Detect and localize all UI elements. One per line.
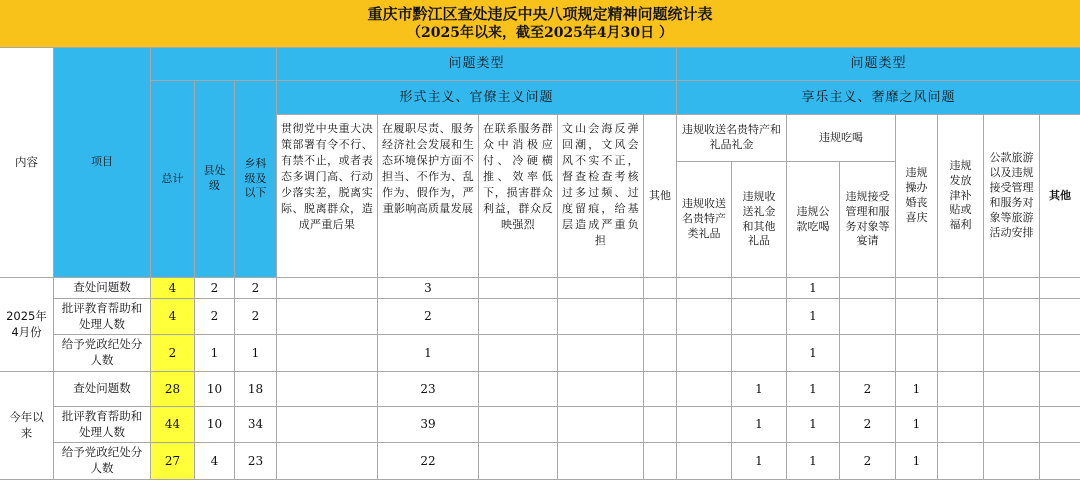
table-cell-f_other [644, 299, 677, 335]
row-item-label: 给予党政纪处分人数 [54, 443, 151, 480]
table-cell-gift1 [677, 443, 732, 480]
table-cell-township: 23 [235, 443, 277, 480]
table-cell-f_other [644, 443, 677, 480]
table-title-band [0, 0, 1080, 48]
table-cell-travel [984, 407, 1040, 443]
table-cell-eat2 [840, 335, 896, 372]
table-cell-eat2: 2 [840, 372, 896, 407]
table-cell-wedding [896, 299, 938, 335]
gift-col-specialty: 违规收送名贵特产类礼品 [677, 162, 732, 278]
table-cell-subsidy [938, 299, 984, 335]
table-cell-wedding [896, 278, 938, 299]
table-cell-township: 34 [235, 407, 277, 443]
table-cell-f2: 23 [378, 372, 479, 407]
table-cell-f1 [277, 443, 378, 480]
table-cell-eat2 [840, 278, 896, 299]
table-cell-f2: 1 [378, 335, 479, 372]
table-cell-township: 18 [235, 372, 277, 407]
travel-col: 公款旅游以及违规接受管理和服务对象等旅游活动安排 [984, 115, 1040, 278]
table-cell-f4 [558, 443, 644, 480]
table-cell-subsidy [938, 407, 984, 443]
table-cell-f3 [479, 443, 558, 480]
table-cell-township: 2 [235, 299, 277, 335]
table-cell-total: 4 [151, 299, 195, 335]
period-label: 2025年4月份 [0, 278, 54, 372]
table-cell-subsidy [938, 443, 984, 480]
formalism-col-meetings: 文山会海反弹回潮，文风会风不实不正，督查检查考核过多过频、过度留痕，给基层造成严重负担 [558, 115, 644, 278]
table-cell-f3 [479, 407, 558, 443]
total-header: 总计 [151, 81, 195, 278]
table-cell-gift2: 1 [732, 372, 787, 407]
table-cell-eat1: 1 [787, 407, 840, 443]
table-cell-f2: 2 [378, 299, 479, 335]
table-cell-total: 28 [151, 372, 195, 407]
table-cell-f4 [558, 372, 644, 407]
table-cell-f_other [644, 278, 677, 299]
table-cell-total: 44 [151, 407, 195, 443]
eat-col-public: 违规公款吃喝 [787, 162, 840, 278]
table-cell-eat1: 1 [787, 278, 840, 299]
table-cell-eat1: 1 [787, 335, 840, 372]
table-cell-h_other [1040, 278, 1080, 299]
table-cell-subsidy [938, 335, 984, 372]
table-cell-f_other [644, 335, 677, 372]
formalism-col-other: 其他 [644, 115, 677, 278]
table-cell-f3 [479, 335, 558, 372]
township-level-header: 乡科级及以下 [235, 81, 277, 278]
table-cell-eat2: 2 [840, 407, 896, 443]
wedding-col: 违规操办婚丧喜庆 [896, 115, 938, 278]
row-item-label: 查处问题数 [54, 372, 151, 407]
table-cell-f4 [558, 335, 644, 372]
item-header: 项目 [54, 48, 151, 278]
table-cell-wedding: 1 [896, 407, 938, 443]
row-item-label: 查处问题数 [54, 278, 151, 299]
table-cell-county: 4 [195, 443, 235, 480]
period-label: 今年以来 [0, 372, 54, 480]
table-cell-county: 10 [195, 407, 235, 443]
table-cell-gift2 [732, 335, 787, 372]
gift-group-header: 违规收送名贵特产和礼品礼金 [677, 115, 787, 162]
table-cell-f2: 3 [378, 278, 479, 299]
county-level-header: 县处级 [195, 81, 235, 278]
formalism-col-service: 在联系服务群众中消极应付、冷硬横推、效率低下，损害群众利益，群众反映强烈 [479, 115, 558, 278]
table-cell-h_other [1040, 443, 1080, 480]
table-cell-eat1: 1 [787, 299, 840, 335]
table-cell-eat1: 1 [787, 372, 840, 407]
table-cell-travel [984, 299, 1040, 335]
table-cell-f2: 39 [378, 407, 479, 443]
numbers-header-blank [151, 48, 277, 81]
table-cell-h_other [1040, 407, 1080, 443]
table-cell-gift1 [677, 299, 732, 335]
formalism-header: 形式主义、官僚主义问题 [277, 81, 677, 115]
table-cell-travel [984, 372, 1040, 407]
problem-type-header-left: 问题类型 [277, 48, 677, 81]
table-cell-gift1 [677, 372, 732, 407]
table-cell-f2: 22 [378, 443, 479, 480]
table-cell-county: 10 [195, 372, 235, 407]
table-cell-travel [984, 443, 1040, 480]
table-cell-f4 [558, 407, 644, 443]
table-subtitle: （2025年以来，截至2025年4月30日 ） [406, 25, 674, 42]
problem-type-header-right: 问题类型 [677, 48, 1080, 81]
table-cell-gift1 [677, 407, 732, 443]
table-cell-gift1 [677, 335, 732, 372]
table-cell-county: 1 [195, 335, 235, 372]
formalism-col-decisions: 贯彻党中央重大决策部署有令不行、有禁不止，或者表态多调门高、行动少落实差，脱离实际、脱离群众，造成严重后果 [277, 115, 378, 278]
table-cell-f3 [479, 372, 558, 407]
subsidy-col: 违规发放津补贴或福利 [938, 115, 984, 278]
table-cell-f1 [277, 407, 378, 443]
content-header: 内容 [0, 48, 54, 278]
formalism-col-duty: 在履职尽责、服务经济社会发展和生态环境保护方面不担当、不作为、乱作为、假作为，严重影响高质量发展 [378, 115, 479, 278]
row-item-label: 给予党政纪处分人数 [54, 335, 151, 372]
table-cell-gift2: 1 [732, 407, 787, 443]
table-cell-total: 4 [151, 278, 195, 299]
table-cell-wedding [896, 335, 938, 372]
eat-group-header: 违规吃喝 [787, 115, 896, 162]
table-cell-f4 [558, 299, 644, 335]
table-cell-f3 [479, 299, 558, 335]
table-cell-total: 27 [151, 443, 195, 480]
table-cell-f4 [558, 278, 644, 299]
table-cell-eat1: 1 [787, 443, 840, 480]
table-cell-gift2 [732, 299, 787, 335]
table-cell-gift1 [677, 278, 732, 299]
table-cell-subsidy [938, 372, 984, 407]
table-cell-total: 2 [151, 335, 195, 372]
table-cell-county: 2 [195, 299, 235, 335]
table-cell-f_other [644, 372, 677, 407]
table-cell-gift2: 1 [732, 443, 787, 480]
table-cell-f1 [277, 335, 378, 372]
table-cell-wedding: 1 [896, 372, 938, 407]
table-cell-h_other [1040, 372, 1080, 407]
table-cell-f_other [644, 407, 677, 443]
row-item-label: 批评教育帮助和处理人数 [54, 299, 151, 335]
table-cell-eat2: 2 [840, 443, 896, 480]
table-cell-h_other [1040, 299, 1080, 335]
row-item-label: 批评教育帮助和处理人数 [54, 407, 151, 443]
table-cell-county: 2 [195, 278, 235, 299]
hedonism-header: 享乐主义、奢靡之风问题 [677, 81, 1080, 115]
table-cell-eat2 [840, 299, 896, 335]
table-cell-f3 [479, 278, 558, 299]
table-cell-travel [984, 335, 1040, 372]
table-cell-f1 [277, 372, 378, 407]
table-cell-f1 [277, 299, 378, 335]
gift-col-cash: 违规收送礼金和其他礼品 [732, 162, 787, 278]
table-cell-gift2 [732, 278, 787, 299]
table-cell-township: 2 [235, 278, 277, 299]
table-cell-township: 1 [235, 335, 277, 372]
table-cell-f1 [277, 278, 378, 299]
table-title: 重庆市黔江区查处违反中央八项规定精神问题统计表 [367, 4, 713, 23]
eat-col-banquet: 违规接受管理和服务对象等宴请 [840, 162, 896, 278]
hedonism-col-other: 其他 [1040, 115, 1080, 278]
table-cell-wedding: 1 [896, 443, 938, 480]
table-cell-h_other [1040, 335, 1080, 372]
table-cell-travel [984, 278, 1040, 299]
table-cell-subsidy [938, 278, 984, 299]
